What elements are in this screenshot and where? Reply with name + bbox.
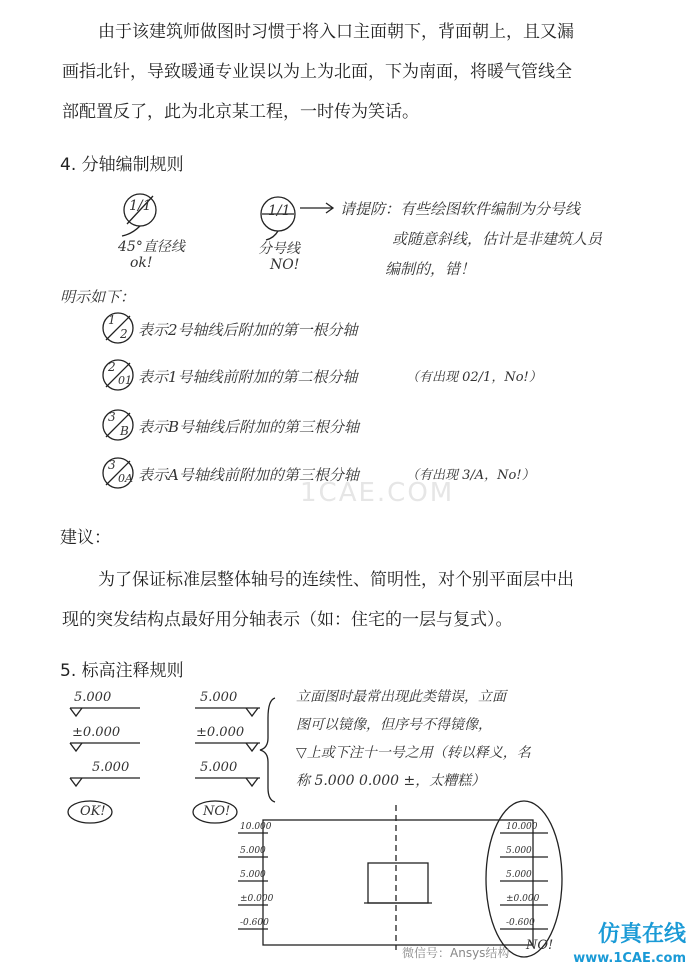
arrow-note-1: 请提防：有些绘图软件编制为分号线 [340,200,581,218]
site-logo-cn: 仿真在线 [597,922,686,947]
elev-right-4: ±0.000 [506,894,540,904]
no-value-1: 5.000 [200,690,238,705]
section-5-heading: 5. 标高注释规则 [60,661,184,681]
intro-line-1: 由于该建筑师做图时习惯于将入口主面朝下，背面朝上，且又漏 [98,22,574,42]
intro-paragraph [62,12,662,132]
section-4-heading: 4. 分轴编制规则 [60,155,184,175]
elev-right-1: 10.000 [506,822,538,832]
ok-value-2: ±0.000 [72,725,121,740]
left-symbol: 1/1 [129,198,152,214]
elev-right-3: 5.000 [506,870,532,880]
elev-right-2: 5.000 [506,846,532,856]
item-bottom-label: 2 [120,327,128,341]
item-note: （有出现 3/A，No!） [406,468,535,483]
list-intro: 明示如下： [60,288,136,306]
elevation-note-2: 图可以镜像，但序号不得镜像， [296,717,492,733]
suggestion-label: 建议： [60,528,111,548]
arrow-note-3: 编制的，错！ [385,260,476,278]
wechat-id: 微信号：Ansys结构 [402,946,510,960]
item-bottom-label: 0A [118,472,133,485]
item-text: 表示1号轴线前附加的第二根分轴 [138,368,358,386]
item-text: 表示B号轴线后附加的第三根分轴 [138,418,360,436]
item-top-label: 3 [108,410,116,424]
right-note-1: 分号线 [258,241,300,257]
left-note-2: ok! [130,255,153,271]
suggestion-paragraph [62,560,662,640]
elev-left-2: 5.000 [240,846,266,856]
right-symbol: 1/1 [268,203,291,219]
item-top-label: 2 [108,360,116,374]
elev-left-3: 5.000 [240,870,266,880]
item-top-label: 1 [108,313,116,327]
item-bottom-label: 01 [118,374,132,387]
item-top-label: 3 [108,458,116,472]
suggestion-line-2: 现的突发结构点最好用分轴表示（如：住宅的一层与复式）。 [62,610,513,630]
item-text: 表示A号轴线前附加的第三根分轴 [138,466,359,484]
ok-value-3: 5.000 [92,760,130,775]
watermark: 1CAE.COM [300,478,455,508]
item-bottom-label: B [120,424,129,438]
no-label: NO! [203,804,231,819]
elev-left-1: 10.000 [240,822,272,832]
right-note-2: NO! [270,257,300,273]
arrow-note-2: 或随意斜线，估计是非建筑人员 [392,230,603,248]
intro-line-3: 部配置反了，此为北京某工程，一时传为笑话。 [62,102,419,122]
elevation-note-3: ▽上或下注十一号之用（转以释义，名 [296,745,531,761]
ok-value-1: 5.000 [74,690,112,705]
intro-line-2: 画指北针，导致暖通专业误以为上为北面，下为南面，将暖气管线全 [62,62,572,82]
elev-left-4: ±0.000 [240,894,274,904]
elev-right-5: -0.600 [506,918,535,928]
suggestion-line-1: 为了保证标准层整体轴号的连续性、简明性，对个别平面层中出 [98,570,574,590]
elev-no-label: NO! [526,938,554,953]
ok-label: OK! [80,804,106,819]
no-value-3: 5.000 [200,760,238,775]
item-note: （有出现 02/1，No!） [406,370,542,385]
item-text: 表示2号轴线后附加的第一根分轴 [138,321,358,339]
elevation-note-4: 称 5.000 0.000 ±，太糟糕） [296,773,486,789]
elevation-note-1: 立面图时最常出现此类错误，立面 [296,689,506,705]
elev-left-5: -0.600 [240,918,269,928]
site-logo-en: www.1CAE.com [573,951,686,966]
no-value-2: ±0.000 [196,725,245,740]
left-note-1: 45°直径线 [118,239,185,255]
